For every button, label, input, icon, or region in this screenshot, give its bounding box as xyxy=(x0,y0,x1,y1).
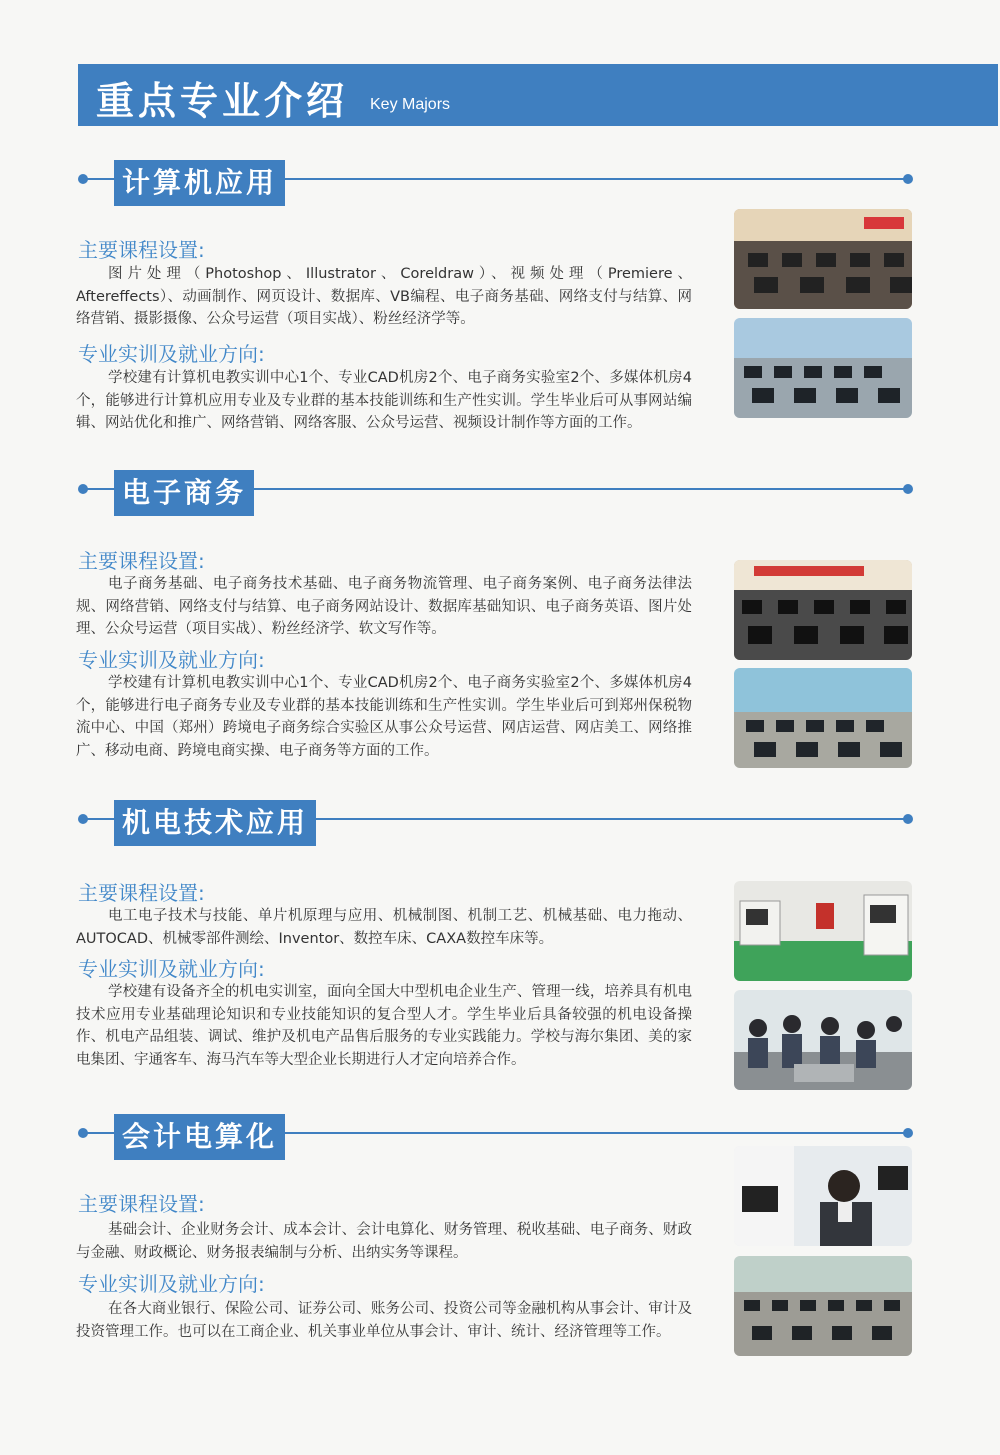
divider-dot xyxy=(903,174,913,184)
career-heading: 专业实训及就业方向: xyxy=(78,1272,265,1296)
page-title: 重点专业介绍 xyxy=(96,79,349,123)
section-title: 电子商务 xyxy=(114,470,254,516)
courses-text: 基础会计、企业财务会计、成本会计、会计电算化、财务管理、税收基础、电子商务、财政与金融、财政概论、财务报表编制与分析、出纳实务等课程。 xyxy=(76,1222,692,1261)
courses-text: 电工电子技术与技能、单片机原理与应用、机械制图、机制工艺、机械基础、电力拖动、AUTOCAD、机械零部件测绘、Inventor、数控车床、CAXA数控车床等。 xyxy=(76,908,692,947)
computer-lab-photo xyxy=(734,318,912,418)
computer-lab-photo xyxy=(734,668,912,768)
machine-workshop-photo xyxy=(734,881,912,981)
students-training-photo xyxy=(734,990,912,1090)
divider-dot xyxy=(903,814,913,824)
career-text: 学校建有计算机电教实训中心1个、专业CAD机房2个、电子商务实验室2个、多媒体机房4个，能够进行计算机应用专业及专业群的基本技能训练和生产性实训。学生毕业后可从事网站编辑、网站优化和推广、网络营销、网络客服、公众号运营、视频设计制作等方面的工作。 xyxy=(76,370,692,431)
courses-heading: 主要课程设置: xyxy=(78,881,205,905)
page-title-english: Key Majors xyxy=(370,96,451,113)
computer-lab-photo xyxy=(734,209,912,309)
courses-heading: 主要课程设置: xyxy=(78,238,205,262)
section-title: 机电技术应用 xyxy=(114,800,316,846)
career-heading: 专业实训及就业方向: xyxy=(78,342,265,366)
career-heading: 专业实训及就业方向: xyxy=(78,957,265,981)
courses-text: 电子商务基础、电子商务技术基础、电子商务物流管理、电子商务案例、电子商务法律法规、网络营销、网络支付与结算、电子商务网站设计、数据库基础知识、电子商务英语、图片处理、公众号运营（项目实战）、粉丝经济学、软文写作等。 xyxy=(76,576,692,637)
courses-text: 图片处理（Photoshop、Illustrator、Coreldraw）、视频处理（Premiere、Aftereffects）、动画制作、网页设计、数据库、VB编程、电子商务基础、网络支付与结算、网络营销、摄影摄像、公众号运营（项目实战）、粉丝经济学等。 xyxy=(76,266,692,327)
career-text: 学校建有设备齐全的机电实训室，面向全国大中型机电企业生产、管理一线，培养具有机电技术应用专业基础理论知识和专业技能知识的复合型人才。学生毕业后具备较强的机电设备操作、机电产品组装、调试、维护及机电产品售后服务的专业实践能力。学校与海尔集团、美的家电集团、宇通客车、海马汽车等大型企业长期进行人才定向培养合作。 xyxy=(76,984,692,1068)
courses-heading: 主要课程设置: xyxy=(78,549,205,573)
section-title: 计算机应用 xyxy=(114,160,285,206)
divider-dot xyxy=(78,484,88,494)
career-text: 在各大商业银行、保险公司、证券公司、账务公司、投资公司等金融机构从事会计、审计及投资管理工作。也可以在工商企业、机关事业单位从事会计、审计、统计、经济管理等工作。 xyxy=(76,1301,692,1340)
career-text: 学校建有计算机电教实训中心1个、专业CAD机房2个、电子商务实验室2个、多媒体机房4个，能够进行电子商务专业及专业群的基本技能训练和生产性实训。学生毕业后可到郑州保税物流中心、中国（郑州）跨境电子商务综合实验区从事公众号运营、网店运营、网店美工、网络推广、移动电商、跨境电商实操、电子商务等方面的工作。 xyxy=(76,675,692,759)
career-heading: 专业实训及就业方向: xyxy=(78,648,265,672)
section-title: 会计电算化 xyxy=(114,1114,285,1160)
courses-heading: 主要课程设置: xyxy=(78,1192,205,1216)
divider-dot xyxy=(903,1128,913,1138)
divider-dot xyxy=(78,1128,88,1138)
teacher-computer-photo xyxy=(734,1146,912,1246)
divider-dot xyxy=(78,814,88,824)
computer-lab-photo xyxy=(734,560,912,660)
computer-lab-photo xyxy=(734,1256,912,1356)
divider-dot xyxy=(78,174,88,184)
divider-dot xyxy=(903,484,913,494)
